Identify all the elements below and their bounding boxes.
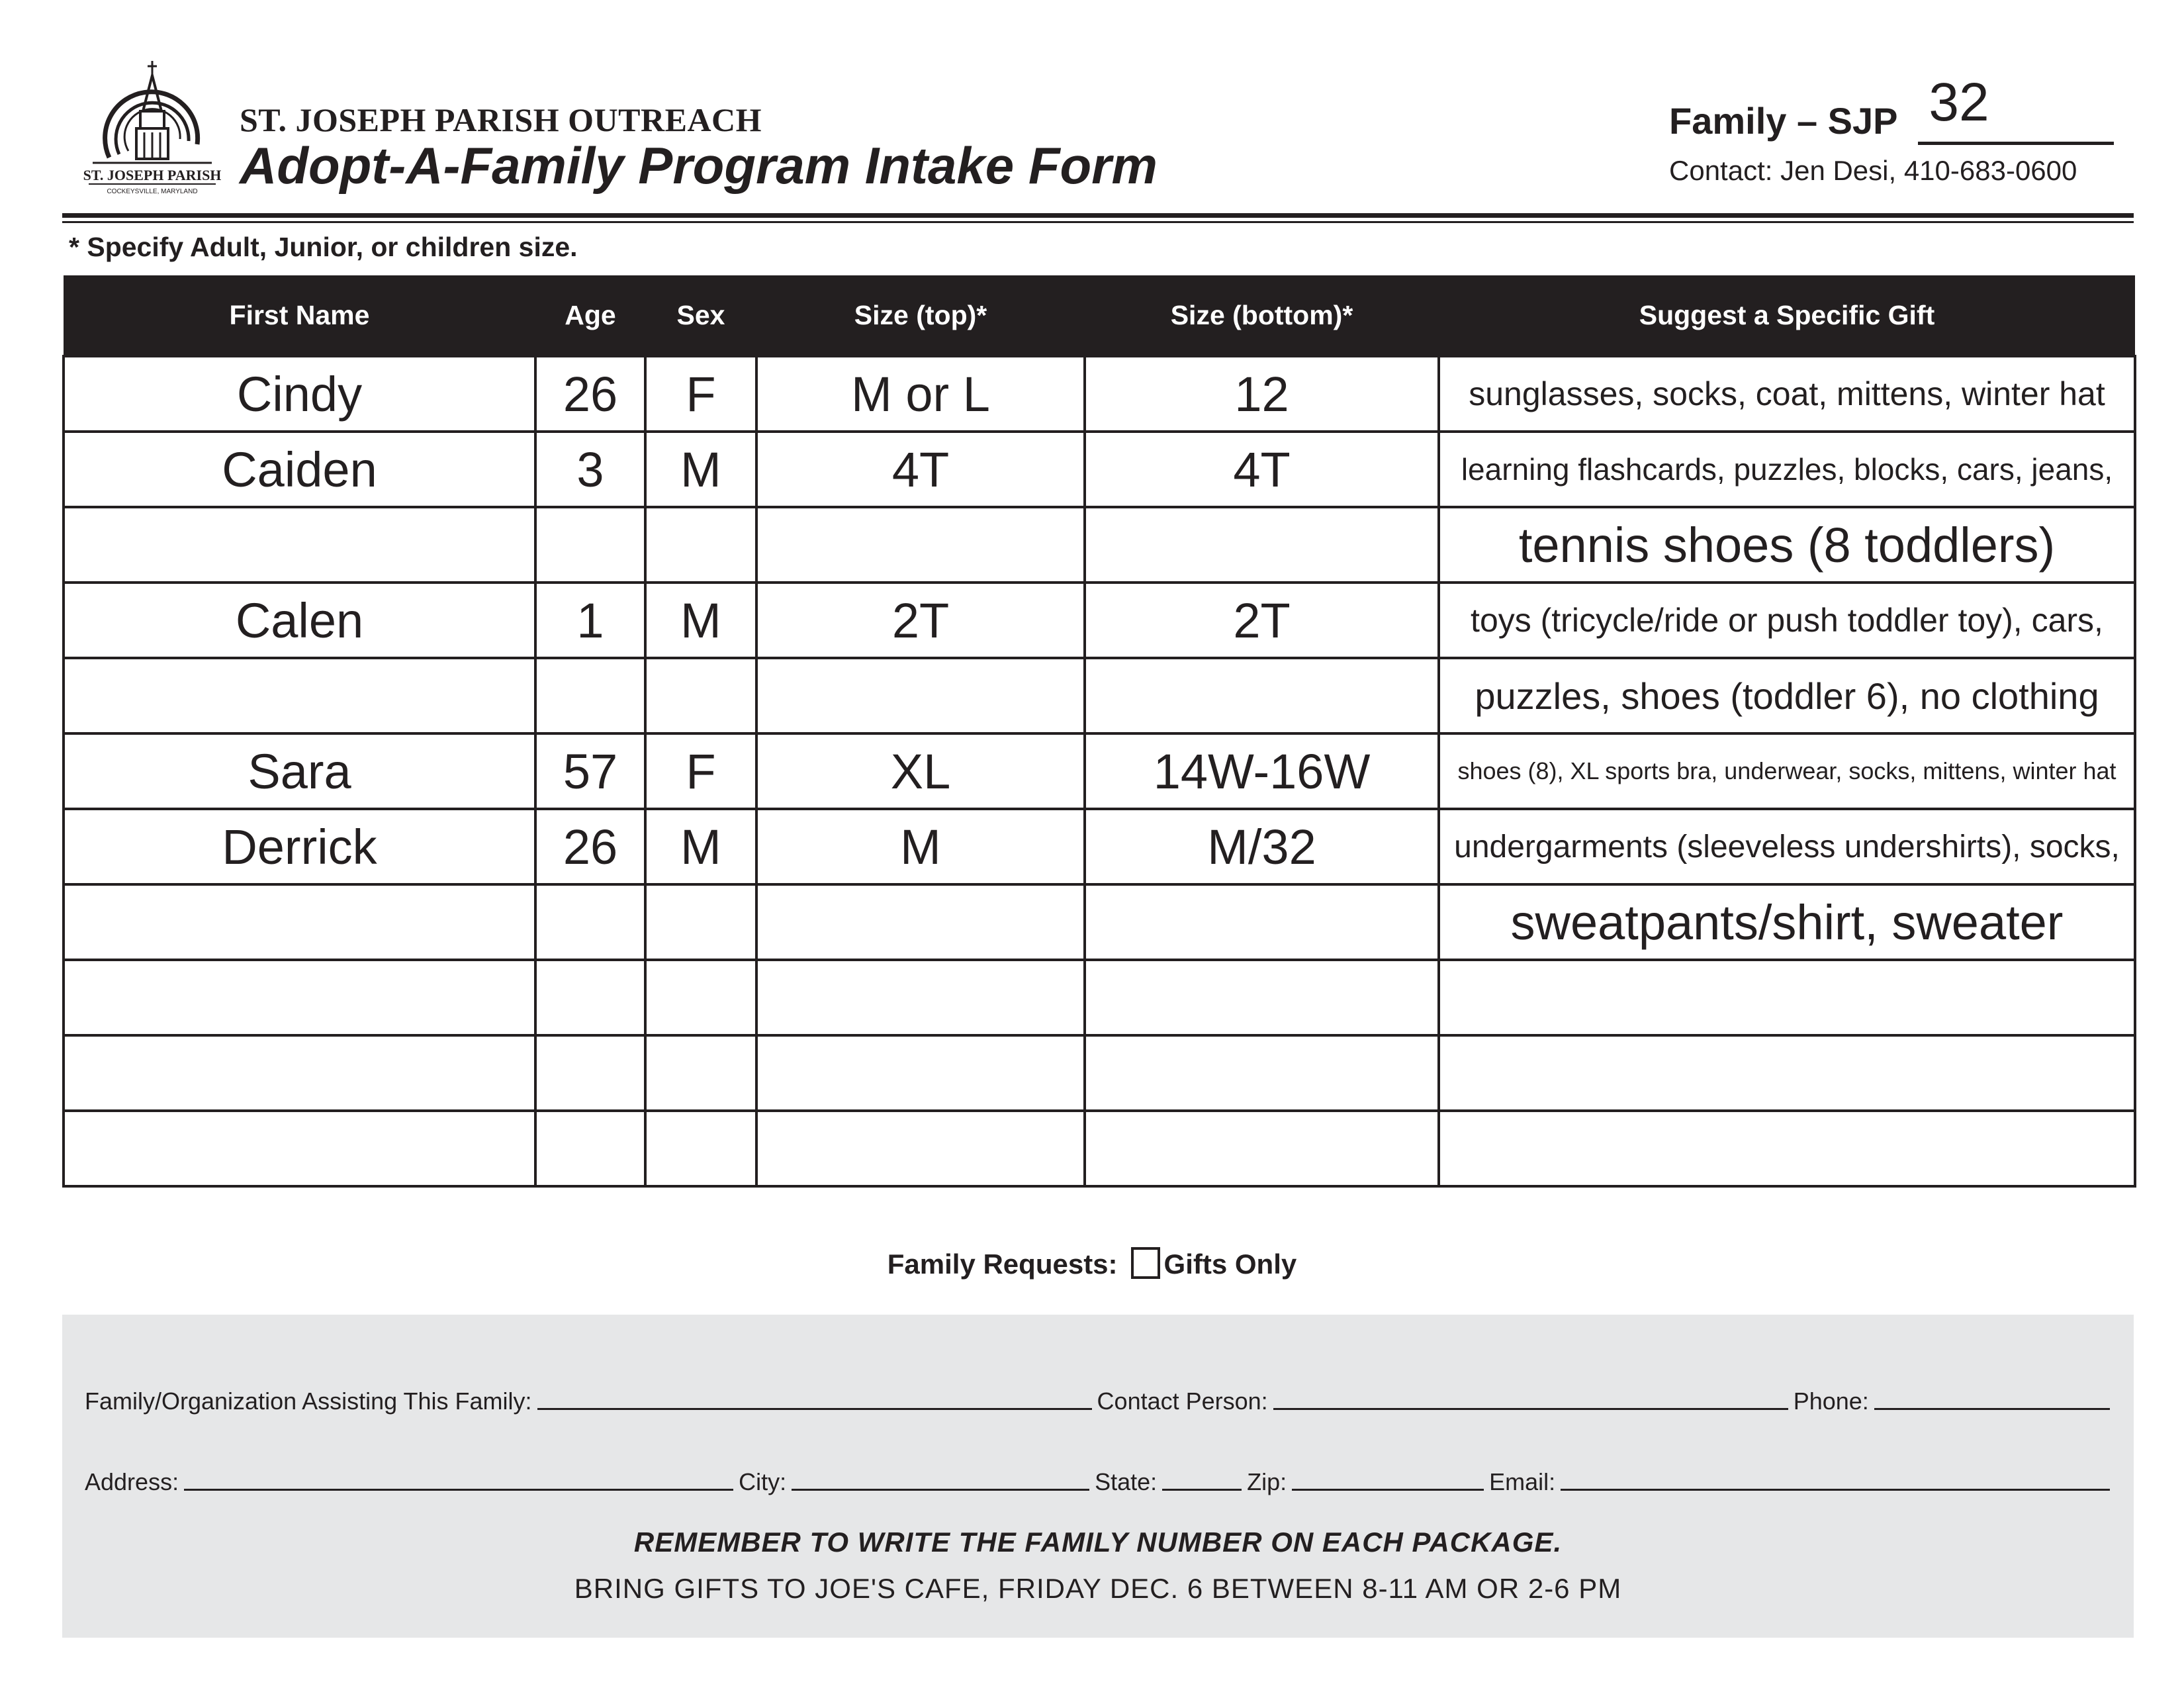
contact-person-label: Contact Person: bbox=[1097, 1387, 1268, 1415]
drop-off-notice: BRING GIFTS TO JOE'S CAFE, FRIDAY DEC. 6 BETWEEN 8-11 AM OR 2-6 PM bbox=[574, 1573, 1622, 1604]
table-row bbox=[64, 507, 2135, 583]
address-field[interactable] bbox=[184, 1469, 733, 1491]
family-number-value[interactable]: 32 bbox=[1929, 72, 1989, 132]
column-header-sex: Sex bbox=[645, 275, 756, 356]
family-requests bbox=[0, 1247, 2184, 1280]
age-cell[interactable]: 57 bbox=[535, 733, 645, 809]
family-members-table bbox=[62, 275, 2136, 1188]
parish-logo bbox=[79, 58, 225, 197]
size-note: * Specify Adult, Junior, or children size. bbox=[69, 232, 578, 262]
gift-cell[interactable]: tennis shoes (8 toddlers) bbox=[1439, 507, 2135, 583]
size-top-cell[interactable] bbox=[756, 1035, 1085, 1111]
svg-text:COCKEYSVILLE, MARYLAND: COCKEYSVILLE, MARYLAND bbox=[107, 188, 198, 195]
first-name-cell[interactable]: Calen bbox=[64, 583, 535, 658]
age-cell[interactable] bbox=[535, 960, 645, 1035]
gift-cell[interactable]: shoes (8), XL sports bra, underwear, socks, mittens, winter hat bbox=[1439, 733, 2135, 809]
first-name-cell[interactable]: Caiden bbox=[64, 432, 535, 507]
table-row bbox=[64, 809, 2135, 884]
age-cell[interactable] bbox=[535, 884, 645, 960]
sex-cell[interactable]: F bbox=[645, 356, 756, 432]
header-rule-thin bbox=[62, 221, 2134, 223]
gift-cell[interactable] bbox=[1439, 960, 2135, 1035]
email-field[interactable] bbox=[1561, 1469, 2110, 1491]
age-cell[interactable]: 26 bbox=[535, 356, 645, 432]
size-bottom-cell[interactable]: M/32 bbox=[1085, 809, 1439, 884]
sex-cell[interactable] bbox=[645, 1035, 756, 1111]
table-row bbox=[64, 1111, 2135, 1186]
phone-label: Phone: bbox=[1793, 1387, 1869, 1415]
phone-field[interactable] bbox=[1874, 1388, 2110, 1410]
sex-cell[interactable] bbox=[645, 884, 756, 960]
sex-cell[interactable] bbox=[645, 960, 756, 1035]
gift-cell[interactable]: learning flashcards, puzzles, blocks, cars, jeans, bbox=[1439, 432, 2135, 507]
gift-cell[interactable]: toys (tricycle/ride or push toddler toy), cars, bbox=[1439, 583, 2135, 658]
gift-cell[interactable] bbox=[1439, 1035, 2135, 1111]
first-name-cell[interactable] bbox=[64, 658, 535, 733]
address-row bbox=[85, 1468, 2115, 1496]
first-name-cell[interactable] bbox=[64, 960, 535, 1035]
sex-cell[interactable]: M bbox=[645, 809, 756, 884]
size-bottom-cell[interactable]: 12 bbox=[1085, 356, 1439, 432]
size-top-cell[interactable] bbox=[756, 658, 1085, 733]
age-cell[interactable]: 1 bbox=[535, 583, 645, 658]
size-bottom-cell[interactable]: 2T bbox=[1085, 583, 1439, 658]
size-top-cell[interactable]: 4T bbox=[756, 432, 1085, 507]
size-bottom-cell[interactable]: 4T bbox=[1085, 432, 1439, 507]
size-bottom-cell[interactable] bbox=[1085, 1111, 1439, 1186]
header-rule bbox=[62, 213, 2134, 218]
contact-info: Contact: Jen Desi, 410-683-0600 bbox=[1669, 155, 2077, 186]
gift-cell[interactable]: puzzles, shoes (toddler 6), no clothing bbox=[1439, 658, 2135, 733]
zip-field[interactable] bbox=[1292, 1469, 1484, 1491]
sex-cell[interactable] bbox=[645, 507, 756, 583]
size-bottom-cell[interactable] bbox=[1085, 507, 1439, 583]
first-name-cell[interactable] bbox=[64, 507, 535, 583]
size-top-cell[interactable]: M or L bbox=[756, 356, 1085, 432]
size-top-cell[interactable] bbox=[756, 884, 1085, 960]
city-label: City: bbox=[739, 1468, 787, 1495]
assisting-row bbox=[85, 1387, 2115, 1415]
table-row bbox=[64, 1035, 2135, 1111]
column-header-age: Age bbox=[535, 275, 645, 356]
size-bottom-cell[interactable] bbox=[1085, 1035, 1439, 1111]
gift-cell[interactable]: sweatpants/shirt, sweater bbox=[1439, 884, 2135, 960]
remember-notice: REMEMBER TO WRITE THE FAMILY NUMBER ON EACH PACKAGE. bbox=[633, 1526, 1563, 1558]
age-cell[interactable]: 26 bbox=[535, 809, 645, 884]
age-cell[interactable] bbox=[535, 658, 645, 733]
state-field[interactable] bbox=[1162, 1469, 1242, 1491]
table-row bbox=[64, 733, 2135, 809]
column-header-size-bottom: Size (bottom)* bbox=[1085, 275, 1439, 356]
zip-label: Zip: bbox=[1247, 1468, 1287, 1495]
table-row bbox=[64, 658, 2135, 733]
column-header-first-name: First Name bbox=[64, 275, 535, 356]
table-row bbox=[64, 960, 2135, 1035]
size-top-cell[interactable] bbox=[756, 1111, 1085, 1186]
age-cell[interactable]: 3 bbox=[535, 432, 645, 507]
family-number-label: Family – SJP bbox=[1669, 100, 1898, 142]
sex-cell[interactable]: F bbox=[645, 733, 756, 809]
age-cell[interactable] bbox=[535, 1111, 645, 1186]
address-label: Address: bbox=[85, 1468, 179, 1495]
org-name: ST. JOSEPH PARISH OUTREACH bbox=[240, 101, 762, 138]
table-row bbox=[64, 583, 2135, 658]
table-row bbox=[64, 884, 2135, 960]
column-header-gift: Suggest a Specific Gift bbox=[1439, 275, 2135, 356]
first-name-cell[interactable] bbox=[64, 1035, 535, 1111]
gifts-only-checkbox[interactable] bbox=[1131, 1247, 1160, 1279]
size-top-cell[interactable]: M bbox=[756, 809, 1085, 884]
first-name-cell[interactable] bbox=[64, 1111, 535, 1186]
gift-cell[interactable] bbox=[1439, 1111, 2135, 1186]
family-requests-label: Family Requests: bbox=[887, 1248, 1118, 1280]
gifts-only-label: Gifts Only bbox=[1163, 1248, 1297, 1280]
gift-cell[interactable]: sunglasses, socks, coat, mittens, winter hat bbox=[1439, 356, 2135, 432]
size-bottom-cell[interactable] bbox=[1085, 658, 1439, 733]
first-name-cell[interactable] bbox=[64, 884, 535, 960]
assisting-family-panel bbox=[62, 1315, 2134, 1638]
size-bottom-cell[interactable] bbox=[1085, 884, 1439, 960]
table-row bbox=[64, 356, 2135, 432]
age-cell[interactable] bbox=[535, 507, 645, 583]
column-header-size-top: Size (top)* bbox=[756, 275, 1085, 356]
table-row bbox=[64, 432, 2135, 507]
size-bottom-cell[interactable] bbox=[1085, 960, 1439, 1035]
size-bottom-cell[interactable]: 14W-16W bbox=[1085, 733, 1439, 809]
state-label: State: bbox=[1095, 1468, 1158, 1495]
gift-cell[interactable]: undergarments (sleeveless undershirts), socks, bbox=[1439, 809, 2135, 884]
first-name-cell[interactable]: Cindy bbox=[64, 356, 535, 432]
city-field[interactable] bbox=[792, 1469, 1089, 1491]
email-label: Email: bbox=[1489, 1468, 1556, 1495]
age-cell[interactable] bbox=[535, 1035, 645, 1111]
svg-text:ST. JOSEPH PARISH: ST. JOSEPH PARISH bbox=[83, 167, 222, 183]
contact-person-field[interactable] bbox=[1273, 1388, 1788, 1410]
assisting-field[interactable] bbox=[537, 1388, 1092, 1410]
first-name-cell[interactable]: Derrick bbox=[64, 809, 535, 884]
first-name-cell[interactable]: Sara bbox=[64, 733, 535, 809]
size-top-cell[interactable]: XL bbox=[756, 733, 1085, 809]
form-title: Adopt-A-Family Program Intake Form bbox=[240, 136, 1158, 195]
size-top-cell[interactable] bbox=[756, 960, 1085, 1035]
sex-cell[interactable]: M bbox=[645, 583, 756, 658]
sex-cell[interactable] bbox=[645, 1111, 756, 1186]
sex-cell[interactable]: M bbox=[645, 432, 756, 507]
table-header-row bbox=[64, 275, 2135, 356]
size-top-cell[interactable]: 2T bbox=[756, 583, 1085, 658]
family-number-line bbox=[1918, 142, 2114, 145]
sex-cell[interactable] bbox=[645, 658, 756, 733]
assisting-label: Family/Organization Assisting This Family: bbox=[85, 1387, 532, 1415]
size-top-cell[interactable] bbox=[756, 507, 1085, 583]
